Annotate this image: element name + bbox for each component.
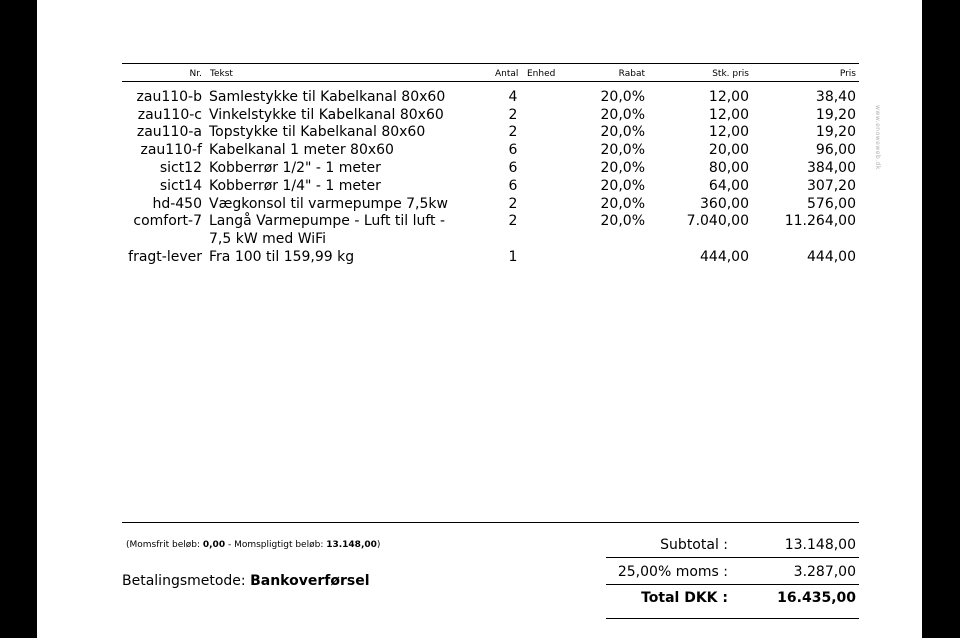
payment-method-value: Bankoverførsel [250, 573, 370, 589]
row-0-stk-pris: 12,00 [708, 89, 749, 105]
row-4-rabat: 20,0% [600, 160, 645, 176]
row-2-pris: 19,20 [815, 124, 856, 140]
row-4-antal: 6 [508, 160, 518, 176]
row-0-tekst: Samlestykke til Kabelkanal 80x60 [209, 89, 446, 105]
row-0-rabat: 20,0% [600, 89, 645, 105]
row-6-stk-pris: 360,00 [700, 196, 749, 212]
row-7-pris: 11.264,00 [784, 213, 856, 229]
row-6-antal: 2 [508, 196, 518, 212]
row-3-pris: 96,00 [815, 142, 856, 158]
col-header-tekst: Tekst [210, 69, 233, 79]
row-5-nr: sict14 [159, 178, 202, 194]
row-2-nr: zau110-a [136, 124, 202, 140]
total-rule [606, 618, 859, 619]
row-2-tekst: Topstykke til Kabelkanal 80x60 [209, 124, 426, 140]
row-5-tekst: Kobberrør 1/4" - 1 meter [209, 178, 381, 194]
row-0-pris: 38,40 [815, 89, 856, 105]
row-1-stk-pris: 12,00 [708, 107, 749, 123]
row-1-nr: zau110-c [137, 107, 202, 123]
vertical-watermark: www.enoweweb.dk [874, 105, 881, 170]
row-3-antal: 6 [508, 142, 518, 158]
row-8-nr: fragt-lever [128, 249, 202, 265]
vat-summary-note [126, 540, 380, 550]
row-7-rabat: 20,0% [600, 213, 645, 229]
payment-method-label: Betalingsmetode: [122, 573, 251, 589]
row-3-nr: zau110-f [140, 142, 202, 158]
row-4-nr: sict12 [159, 160, 202, 176]
row-6-nr: hd-450 [152, 196, 202, 212]
row-7-tekst: Langå Varmepumpe - Luft til luft - [209, 213, 446, 229]
subtotal-label: Subtotal : [660, 537, 728, 553]
subtotal-rule [606, 557, 859, 558]
total-value: 16.435,00 [777, 590, 856, 606]
row-1-tekst: Vinkelstykke til Kabelkanal 80x60 [209, 107, 444, 123]
row-2-stk-pris: 12,00 [708, 124, 749, 140]
row-8-pris: 444,00 [807, 249, 856, 265]
subtotal-value: 13.148,00 [784, 537, 856, 553]
row-7-nr: comfort-7 [133, 213, 202, 229]
row-7-stk-pris: 7.040,00 [686, 213, 749, 229]
row-0-antal: 4 [508, 89, 518, 105]
row-1-antal: 2 [508, 107, 518, 123]
col-header-enhed: Enhed [527, 69, 556, 79]
total-label: Total DKK : [641, 590, 728, 606]
row-6-rabat: 20,0% [600, 196, 645, 212]
row-6-tekst: Vægkonsol til varmepumpe 7,5kw [209, 196, 448, 212]
row-8-stk-pris: 444,00 [700, 249, 749, 265]
row-5-stk-pris: 64,00 [708, 178, 749, 194]
momspligtigt-label: - Momspligtigt beløb: [225, 540, 327, 550]
row-2-antal: 2 [508, 124, 518, 140]
row-5-antal: 6 [508, 178, 518, 194]
col-header-rabat: Rabat [618, 69, 645, 79]
row-1-rabat: 20,0% [600, 107, 645, 123]
row-5-rabat: 20,0% [600, 178, 645, 194]
moms-label: 25,00% moms : [617, 564, 728, 580]
row-7-antal: 2 [508, 213, 518, 229]
header-bottom-rule [122, 81, 859, 82]
row-4-tekst: Kobberrør 1/2" - 1 meter [209, 160, 381, 176]
moms-rule [606, 584, 859, 585]
row-2-rabat: 20,0% [600, 124, 645, 140]
row-4-stk-pris: 80,00 [708, 160, 749, 176]
col-header-stk-pris: Stk. pris [712, 69, 749, 79]
row-7-tekst-line2: 7,5 kW med WiFi [209, 231, 327, 247]
row-8-tekst: Fra 100 til 159,99 kg [209, 249, 355, 265]
row-3-rabat: 20,0% [600, 142, 645, 158]
header-top-rule [122, 63, 859, 64]
row-3-stk-pris: 20,00 [708, 142, 749, 158]
col-header-antal: Antal [495, 69, 519, 79]
col-header-pris: Pris [839, 69, 856, 79]
row-8-antal: 1 [508, 249, 518, 265]
row-5-pris: 307,20 [807, 178, 856, 194]
close-paren: ) [376, 540, 381, 550]
row-3-tekst: Kabelkanal 1 meter 80x60 [209, 142, 394, 158]
momsfrit-label: (Momsfrit beløb: [126, 540, 203, 550]
row-6-pris: 576,00 [807, 196, 856, 212]
momsfrit-value: 0,00 [202, 540, 226, 550]
moms-value: 3.287,00 [793, 564, 856, 580]
row-4-pris: 384,00 [807, 160, 856, 176]
row-1-pris: 19,20 [815, 107, 856, 123]
momspligtigt-value: 13.148,00 [326, 540, 377, 550]
row-0-nr: zau110-b [136, 89, 202, 105]
footer-top-rule [122, 522, 859, 523]
col-header-nr: Nr. [189, 69, 202, 79]
payment-method [122, 573, 370, 589]
